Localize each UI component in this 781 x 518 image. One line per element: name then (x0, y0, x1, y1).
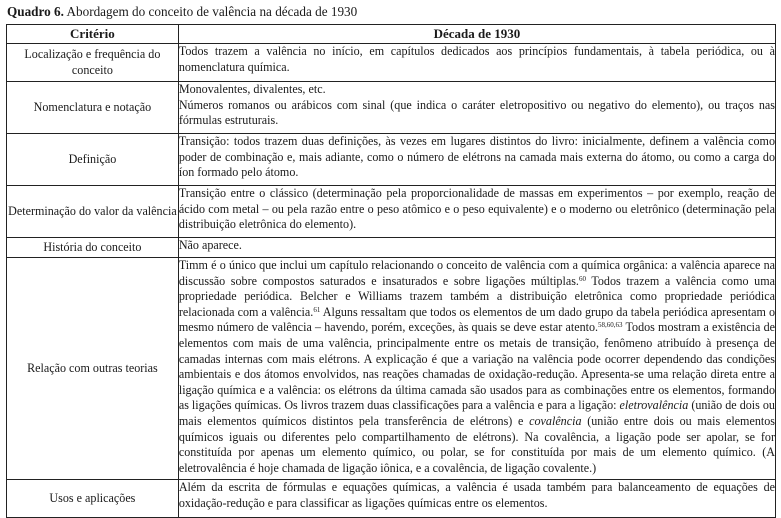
description-cell: Não aparece. (178, 238, 775, 258)
criterion-cell: Definição (7, 134, 179, 186)
description-line: Monovalentes, divalentes, etc. (178, 82, 326, 96)
footnote-ref: 61 (313, 305, 321, 314)
criterion-cell: Determinação do valor da valência (7, 186, 179, 238)
criterion-cell: Usos e aplicações (7, 480, 179, 518)
text-segment: (união entre dois ou mais elementos químicos iguais ou diferentes pelo compartilhamento de elétrons). Na covalência, a ligação pode ser apolar, se for constituída por apenas um elemento químico, ou polar, se for constituída por mais de um elemento químico. (A eletrovalência é hoje chamada de ligação iônica, e a covalência, de ligação covalente.) (178, 413, 775, 475)
criterion-cell: Localização e frequência do conceito (7, 44, 179, 82)
description-cell: Transição: todos trazem duas definições, às vezes em lugares distintos do livro: inicialmente, definem a valência como poder de combinação e, mais adiante, como o número de elétrons na camada mais externa do átomo, ou como a carga do íon formado pelo átomo. (178, 134, 775, 186)
table-row (7, 82, 776, 134)
table-row (7, 44, 776, 82)
caption-text: Abordagem do conceito de valência na década de 1930 (63, 4, 358, 19)
text-segment: Timm é o único que inclui um capítulo relacionando o conceito de valência com a química orgânica: a valência aparece na discussão sobre compostos saturados e insaturados e sobre ligações múltiplas. (178, 258, 775, 288)
table-row (7, 238, 776, 258)
criterion-cell: História do conceito (7, 238, 179, 258)
valence-table (6, 24, 776, 518)
table-row (7, 186, 776, 238)
text-segment: (união de dois ou mais elementos químicos distintos pela transferência de elétrons) e (178, 398, 775, 428)
text-segment: Todos mostram a existência de elementos com mais de uma valência, principalmente entre os metais de transição, fenômeno atribuído à presença de camadas internas com mais elétrons. A explicação é que a variação na valência pode ocorrer dependendo das condições ambientais e dos átomos envolvidos, nas reações chamadas de oxidação-redução. Apresenta-se uma relação direta entre a ligação química e a valência: os elétrons da última camada são usados para as combinações entre os elementos, formando as ligações químicas. Os livros trazem duas classificações para a valência e para a ligação: (178, 320, 775, 413)
criterion-cell: Relação com outras teorias (7, 258, 179, 480)
description-cell: Transição entre o clássico (determinação pela proporcionalidade de massas em experimentos – por exemplo, reação de ácido com metal – ou pela razão entre o peso atômico e o peso equivalente) e o moderno ou eletrônico (determinação pela distribuição eletrônica do elemento). (178, 186, 775, 238)
description-cell (178, 258, 775, 480)
table-header-row (7, 25, 776, 44)
footnote-ref: 58,60,63 (598, 321, 623, 330)
table-row (7, 480, 776, 518)
footnote-ref: 60 (578, 274, 586, 283)
description-cell: Todos trazem a valência no início, em capítulos dedicados aos princípios fundamentais, à tabela periódica, ou à nomenclatura química. (178, 44, 775, 82)
caption-label: Quadro 6. (7, 4, 64, 19)
criterion-cell: Nomenclatura e notação (7, 82, 179, 134)
italic-term: covalência (529, 413, 582, 428)
text-segment: Todos trazem a valência como uma propriedade periódica. Belcher e Williams trazem também a distribuição eletrônica como propriedade periódica relacionada com a valência. (178, 273, 775, 319)
description-cell (178, 82, 775, 134)
description-cell: Além da escrita de fórmulas e equações químicas, a valência é usada também para balanceamento de equações de oxidação-redução e para classificar as ligações químicas entre os elementos. (178, 480, 775, 518)
table-row (7, 134, 776, 186)
italic-term: eletrovalência (619, 398, 689, 413)
table-row (7, 258, 776, 480)
text-segment: Alguns ressaltam que todos os elementos de um dado grupo da tabela periódica apresentam o mesmo número de valência – havendo, porém, exceções, às quais se deve estar atento. (178, 304, 776, 335)
description-line: Números romanos ou arábicos com sinal (que indica o caráter eletropositivo ou negativo do elemento), ou traços nas fórmulas estruturais. (178, 97, 775, 128)
header-criterio: Critério (7, 25, 179, 44)
table-caption (7, 4, 357, 20)
header-decada: Década de 1930 (178, 25, 775, 44)
